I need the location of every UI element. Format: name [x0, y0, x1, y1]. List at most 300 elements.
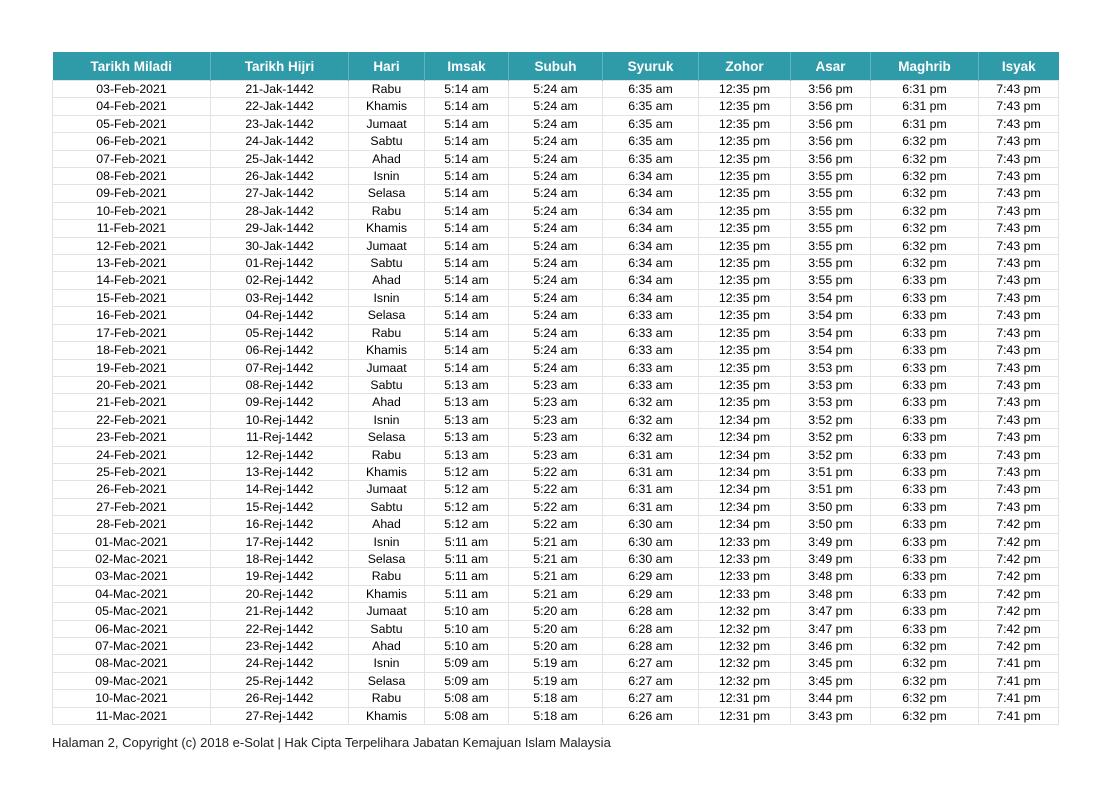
- table-row: [53, 498, 1059, 515]
- cell-syuruk: 6:35 am: [603, 150, 699, 167]
- cell-maghrib: 6:32 pm: [871, 168, 979, 185]
- cell-syuruk: 6:26 am: [603, 707, 699, 724]
- cell-tarikh-miladi: 01-Mac-2021: [53, 533, 211, 550]
- cell-syuruk: 6:27 am: [603, 672, 699, 689]
- cell-tarikh-hijri: 23-Jak-1442: [211, 115, 349, 132]
- cell-imsak: 5:14 am: [425, 98, 509, 115]
- cell-asar: 3:56 pm: [791, 98, 871, 115]
- cell-tarikh-hijri: 10-Rej-1442: [211, 411, 349, 428]
- cell-asar: 3:48 pm: [791, 568, 871, 585]
- cell-maghrib: 6:32 pm: [871, 202, 979, 219]
- cell-hari: Selasa: [349, 550, 425, 567]
- cell-tarikh-hijri: 26-Rej-1442: [211, 690, 349, 707]
- cell-imsak: 5:11 am: [425, 533, 509, 550]
- cell-isyak: 7:42 pm: [979, 568, 1059, 585]
- cell-imsak: 5:14 am: [425, 168, 509, 185]
- cell-maghrib: 6:33 pm: [871, 533, 979, 550]
- cell-tarikh-hijri: 17-Rej-1442: [211, 533, 349, 550]
- cell-syuruk: 6:35 am: [603, 98, 699, 115]
- cell-tarikh-hijri: 25-Jak-1442: [211, 150, 349, 167]
- cell-isyak: 7:43 pm: [979, 168, 1059, 185]
- cell-zohor: 12:32 pm: [699, 603, 791, 620]
- cell-tarikh-hijri: 01-Rej-1442: [211, 255, 349, 272]
- cell-isyak: 7:41 pm: [979, 655, 1059, 672]
- table-row: [53, 342, 1059, 359]
- cell-subuh: 5:24 am: [509, 307, 603, 324]
- cell-asar: 3:54 pm: [791, 307, 871, 324]
- cell-maghrib: 6:31 pm: [871, 81, 979, 98]
- cell-isyak: 7:43 pm: [979, 463, 1059, 480]
- cell-hari: Khamis: [349, 342, 425, 359]
- cell-imsak: 5:09 am: [425, 655, 509, 672]
- cell-hari: Ahad: [349, 394, 425, 411]
- cell-syuruk: 6:31 am: [603, 481, 699, 498]
- cell-subuh: 5:23 am: [509, 446, 603, 463]
- cell-imsak: 5:13 am: [425, 376, 509, 393]
- table-row: [53, 168, 1059, 185]
- cell-tarikh-hijri: 08-Rej-1442: [211, 376, 349, 393]
- cell-tarikh-miladi: 25-Feb-2021: [53, 463, 211, 480]
- cell-syuruk: 6:33 am: [603, 376, 699, 393]
- table-row: [53, 255, 1059, 272]
- cell-hari: Ahad: [349, 272, 425, 289]
- cell-zohor: 12:35 pm: [699, 289, 791, 306]
- cell-zohor: 12:34 pm: [699, 463, 791, 480]
- cell-syuruk: 6:31 am: [603, 498, 699, 515]
- cell-tarikh-hijri: 21-Jak-1442: [211, 81, 349, 98]
- cell-isyak: 7:43 pm: [979, 237, 1059, 254]
- cell-syuruk: 6:31 am: [603, 446, 699, 463]
- cell-subuh: 5:21 am: [509, 533, 603, 550]
- cell-imsak: 5:10 am: [425, 603, 509, 620]
- cell-isyak: 7:42 pm: [979, 516, 1059, 533]
- cell-subuh: 5:19 am: [509, 672, 603, 689]
- cell-isyak: 7:43 pm: [979, 150, 1059, 167]
- cell-asar: 3:43 pm: [791, 707, 871, 724]
- prayer-times-table: [52, 52, 1059, 725]
- cell-hari: Sabtu: [349, 376, 425, 393]
- cell-hari: Sabtu: [349, 620, 425, 637]
- cell-asar: 3:55 pm: [791, 237, 871, 254]
- cell-zohor: 12:34 pm: [699, 446, 791, 463]
- cell-maghrib: 6:33 pm: [871, 324, 979, 341]
- cell-syuruk: 6:28 am: [603, 603, 699, 620]
- cell-isyak: 7:42 pm: [979, 620, 1059, 637]
- cell-subuh: 5:24 am: [509, 272, 603, 289]
- cell-imsak: 5:14 am: [425, 359, 509, 376]
- cell-isyak: 7:43 pm: [979, 429, 1059, 446]
- cell-hari: Ahad: [349, 638, 425, 655]
- cell-tarikh-miladi: 03-Feb-2021: [53, 81, 211, 98]
- cell-imsak: 5:14 am: [425, 307, 509, 324]
- table-row: [53, 550, 1059, 567]
- cell-tarikh-miladi: 06-Feb-2021: [53, 133, 211, 150]
- cell-isyak: 7:43 pm: [979, 359, 1059, 376]
- cell-hari: Rabu: [349, 324, 425, 341]
- cell-isyak: 7:43 pm: [979, 272, 1059, 289]
- cell-imsak: 5:08 am: [425, 707, 509, 724]
- cell-syuruk: 6:35 am: [603, 133, 699, 150]
- table-row: [53, 289, 1059, 306]
- cell-tarikh-miladi: 09-Feb-2021: [53, 185, 211, 202]
- cell-zohor: 12:35 pm: [699, 81, 791, 98]
- cell-tarikh-hijri: 13-Rej-1442: [211, 463, 349, 480]
- cell-subuh: 5:22 am: [509, 463, 603, 480]
- cell-syuruk: 6:34 am: [603, 220, 699, 237]
- cell-asar: 3:53 pm: [791, 394, 871, 411]
- cell-asar: 3:54 pm: [791, 342, 871, 359]
- column-header-maghrib: Maghrib: [871, 52, 979, 81]
- cell-zohor: 12:35 pm: [699, 150, 791, 167]
- cell-imsak: 5:14 am: [425, 220, 509, 237]
- cell-isyak: 7:43 pm: [979, 202, 1059, 219]
- table-row: [53, 603, 1059, 620]
- cell-asar: 3:55 pm: [791, 185, 871, 202]
- cell-hari: Selasa: [349, 429, 425, 446]
- cell-asar: 3:45 pm: [791, 672, 871, 689]
- cell-hari: Isnin: [349, 168, 425, 185]
- cell-imsak: 5:09 am: [425, 672, 509, 689]
- cell-tarikh-miladi: 08-Feb-2021: [53, 168, 211, 185]
- cell-zohor: 12:34 pm: [699, 429, 791, 446]
- cell-asar: 3:52 pm: [791, 411, 871, 428]
- cell-syuruk: 6:33 am: [603, 359, 699, 376]
- cell-tarikh-hijri: 19-Rej-1442: [211, 568, 349, 585]
- column-header-isyak: Isyak: [979, 52, 1059, 81]
- cell-tarikh-hijri: 14-Rej-1442: [211, 481, 349, 498]
- cell-zohor: 12:32 pm: [699, 672, 791, 689]
- cell-subuh: 5:24 am: [509, 185, 603, 202]
- cell-maghrib: 6:33 pm: [871, 289, 979, 306]
- cell-hari: Jumaat: [349, 481, 425, 498]
- cell-asar: 3:53 pm: [791, 359, 871, 376]
- cell-hari: Jumaat: [349, 237, 425, 254]
- cell-tarikh-hijri: 18-Rej-1442: [211, 550, 349, 567]
- cell-zohor: 12:35 pm: [699, 115, 791, 132]
- cell-zohor: 12:35 pm: [699, 342, 791, 359]
- cell-isyak: 7:43 pm: [979, 324, 1059, 341]
- table-row: [53, 81, 1059, 98]
- cell-tarikh-miladi: 15-Feb-2021: [53, 289, 211, 306]
- table-row: [53, 220, 1059, 237]
- cell-subuh: 5:24 am: [509, 359, 603, 376]
- cell-maghrib: 6:33 pm: [871, 446, 979, 463]
- cell-tarikh-miladi: 03-Mac-2021: [53, 568, 211, 585]
- cell-imsak: 5:12 am: [425, 516, 509, 533]
- cell-asar: 3:50 pm: [791, 498, 871, 515]
- cell-maghrib: 6:33 pm: [871, 394, 979, 411]
- table-row: [53, 463, 1059, 480]
- cell-hari: Rabu: [349, 568, 425, 585]
- cell-subuh: 5:23 am: [509, 411, 603, 428]
- cell-maghrib: 6:33 pm: [871, 603, 979, 620]
- cell-imsak: 5:10 am: [425, 620, 509, 637]
- cell-imsak: 5:11 am: [425, 568, 509, 585]
- cell-maghrib: 6:33 pm: [871, 585, 979, 602]
- cell-subuh: 5:24 am: [509, 342, 603, 359]
- cell-tarikh-miladi: 27-Feb-2021: [53, 498, 211, 515]
- table-row: [53, 707, 1059, 724]
- cell-subuh: 5:19 am: [509, 655, 603, 672]
- cell-tarikh-miladi: 10-Mac-2021: [53, 690, 211, 707]
- cell-tarikh-miladi: 11-Mac-2021: [53, 707, 211, 724]
- table-header: [53, 52, 1059, 81]
- cell-subuh: 5:24 am: [509, 324, 603, 341]
- cell-subuh: 5:22 am: [509, 481, 603, 498]
- cell-zohor: 12:33 pm: [699, 585, 791, 602]
- cell-isyak: 7:43 pm: [979, 307, 1059, 324]
- cell-maghrib: 6:33 pm: [871, 376, 979, 393]
- cell-subuh: 5:24 am: [509, 81, 603, 98]
- cell-subuh: 5:23 am: [509, 394, 603, 411]
- cell-zohor: 12:32 pm: [699, 655, 791, 672]
- cell-isyak: 7:41 pm: [979, 672, 1059, 689]
- table-row: [53, 411, 1059, 428]
- cell-syuruk: 6:28 am: [603, 620, 699, 637]
- cell-imsak: 5:14 am: [425, 289, 509, 306]
- cell-subuh: 5:24 am: [509, 237, 603, 254]
- table-row: [53, 272, 1059, 289]
- cell-tarikh-miladi: 11-Feb-2021: [53, 220, 211, 237]
- cell-maghrib: 6:31 pm: [871, 98, 979, 115]
- cell-imsak: 5:14 am: [425, 81, 509, 98]
- cell-zohor: 12:34 pm: [699, 481, 791, 498]
- cell-tarikh-miladi: 14-Feb-2021: [53, 272, 211, 289]
- cell-tarikh-miladi: 04-Feb-2021: [53, 98, 211, 115]
- cell-imsak: 5:14 am: [425, 115, 509, 132]
- cell-tarikh-hijri: 26-Jak-1442: [211, 168, 349, 185]
- cell-isyak: 7:43 pm: [979, 394, 1059, 411]
- cell-tarikh-hijri: 30-Jak-1442: [211, 237, 349, 254]
- cell-subuh: 5:24 am: [509, 115, 603, 132]
- cell-tarikh-miladi: 22-Feb-2021: [53, 411, 211, 428]
- column-header-zohor: Zohor: [699, 52, 791, 81]
- cell-zohor: 12:35 pm: [699, 237, 791, 254]
- cell-zohor: 12:35 pm: [699, 272, 791, 289]
- cell-zohor: 12:35 pm: [699, 202, 791, 219]
- cell-isyak: 7:43 pm: [979, 498, 1059, 515]
- cell-maghrib: 6:32 pm: [871, 638, 979, 655]
- cell-isyak: 7:43 pm: [979, 342, 1059, 359]
- cell-isyak: 7:42 pm: [979, 638, 1059, 655]
- column-header-asar: Asar: [791, 52, 871, 81]
- cell-asar: 3:50 pm: [791, 516, 871, 533]
- cell-tarikh-hijri: 28-Jak-1442: [211, 202, 349, 219]
- cell-hari: Sabtu: [349, 498, 425, 515]
- cell-tarikh-hijri: 15-Rej-1442: [211, 498, 349, 515]
- cell-asar: 3:44 pm: [791, 690, 871, 707]
- cell-zohor: 12:35 pm: [699, 185, 791, 202]
- cell-isyak: 7:42 pm: [979, 550, 1059, 567]
- cell-zohor: 12:35 pm: [699, 324, 791, 341]
- table-row: [53, 585, 1059, 602]
- cell-zohor: 12:31 pm: [699, 690, 791, 707]
- cell-syuruk: 6:33 am: [603, 307, 699, 324]
- cell-syuruk: 6:32 am: [603, 429, 699, 446]
- cell-asar: 3:45 pm: [791, 655, 871, 672]
- cell-zohor: 12:35 pm: [699, 168, 791, 185]
- cell-tarikh-miladi: 21-Feb-2021: [53, 394, 211, 411]
- cell-zohor: 12:34 pm: [699, 498, 791, 515]
- cell-asar: 3:54 pm: [791, 289, 871, 306]
- cell-zohor: 12:32 pm: [699, 620, 791, 637]
- cell-maghrib: 6:33 pm: [871, 481, 979, 498]
- cell-tarikh-miladi: 28-Feb-2021: [53, 516, 211, 533]
- cell-tarikh-hijri: 29-Jak-1442: [211, 220, 349, 237]
- cell-tarikh-miladi: 07-Feb-2021: [53, 150, 211, 167]
- cell-maghrib: 6:33 pm: [871, 550, 979, 567]
- cell-imsak: 5:11 am: [425, 550, 509, 567]
- cell-zohor: 12:35 pm: [699, 394, 791, 411]
- cell-syuruk: 6:35 am: [603, 115, 699, 132]
- cell-hari: Khamis: [349, 220, 425, 237]
- table-row: [53, 307, 1059, 324]
- cell-hari: Khamis: [349, 98, 425, 115]
- cell-tarikh-miladi: 17-Feb-2021: [53, 324, 211, 341]
- cell-maghrib: 6:33 pm: [871, 498, 979, 515]
- cell-zohor: 12:33 pm: [699, 568, 791, 585]
- cell-subuh: 5:18 am: [509, 690, 603, 707]
- cell-tarikh-hijri: 23-Rej-1442: [211, 638, 349, 655]
- cell-tarikh-miladi: 26-Feb-2021: [53, 481, 211, 498]
- cell-imsak: 5:13 am: [425, 394, 509, 411]
- cell-subuh: 5:24 am: [509, 289, 603, 306]
- table-row: [53, 620, 1059, 637]
- cell-maghrib: 6:33 pm: [871, 620, 979, 637]
- cell-tarikh-miladi: 05-Feb-2021: [53, 115, 211, 132]
- cell-subuh: 5:24 am: [509, 150, 603, 167]
- cell-tarikh-miladi: 16-Feb-2021: [53, 307, 211, 324]
- cell-isyak: 7:43 pm: [979, 411, 1059, 428]
- cell-hari: Khamis: [349, 707, 425, 724]
- cell-tarikh-miladi: 06-Mac-2021: [53, 620, 211, 637]
- cell-syuruk: 6:29 am: [603, 568, 699, 585]
- cell-asar: 3:55 pm: [791, 272, 871, 289]
- cell-hari: Jumaat: [349, 115, 425, 132]
- cell-tarikh-hijri: 22-Jak-1442: [211, 98, 349, 115]
- cell-zohor: 12:34 pm: [699, 516, 791, 533]
- cell-tarikh-miladi: 23-Feb-2021: [53, 429, 211, 446]
- cell-asar: 3:54 pm: [791, 324, 871, 341]
- cell-isyak: 7:43 pm: [979, 98, 1059, 115]
- cell-syuruk: 6:34 am: [603, 255, 699, 272]
- cell-hari: Isnin: [349, 655, 425, 672]
- header-row: [53, 52, 1059, 81]
- table-row: [53, 324, 1059, 341]
- table-row: [53, 533, 1059, 550]
- cell-tarikh-miladi: 24-Feb-2021: [53, 446, 211, 463]
- column-header-hari: Hari: [349, 52, 425, 81]
- cell-subuh: 5:21 am: [509, 568, 603, 585]
- cell-syuruk: 6:34 am: [603, 272, 699, 289]
- cell-maghrib: 6:32 pm: [871, 237, 979, 254]
- cell-maghrib: 6:32 pm: [871, 185, 979, 202]
- cell-tarikh-hijri: 07-Rej-1442: [211, 359, 349, 376]
- cell-hari: Sabtu: [349, 255, 425, 272]
- cell-subuh: 5:23 am: [509, 429, 603, 446]
- cell-imsak: 5:11 am: [425, 585, 509, 602]
- cell-isyak: 7:43 pm: [979, 481, 1059, 498]
- table-row: [53, 429, 1059, 446]
- table-row: [53, 516, 1059, 533]
- cell-asar: 3:49 pm: [791, 550, 871, 567]
- table-row: [53, 359, 1059, 376]
- cell-isyak: 7:42 pm: [979, 603, 1059, 620]
- cell-syuruk: 6:34 am: [603, 168, 699, 185]
- cell-syuruk: 6:34 am: [603, 289, 699, 306]
- cell-maghrib: 6:33 pm: [871, 307, 979, 324]
- cell-imsak: 5:10 am: [425, 638, 509, 655]
- table-row: [53, 133, 1059, 150]
- cell-subuh: 5:20 am: [509, 638, 603, 655]
- cell-tarikh-miladi: 09-Mac-2021: [53, 672, 211, 689]
- cell-subuh: 5:24 am: [509, 98, 603, 115]
- cell-subuh: 5:24 am: [509, 220, 603, 237]
- cell-syuruk: 6:27 am: [603, 655, 699, 672]
- cell-imsak: 5:13 am: [425, 446, 509, 463]
- cell-syuruk: 6:30 am: [603, 550, 699, 567]
- cell-maghrib: 6:32 pm: [871, 672, 979, 689]
- cell-tarikh-hijri: 04-Rej-1442: [211, 307, 349, 324]
- cell-subuh: 5:23 am: [509, 376, 603, 393]
- cell-tarikh-miladi: 18-Feb-2021: [53, 342, 211, 359]
- cell-tarikh-miladi: 05-Mac-2021: [53, 603, 211, 620]
- cell-isyak: 7:42 pm: [979, 533, 1059, 550]
- cell-hari: Sabtu: [349, 133, 425, 150]
- cell-subuh: 5:22 am: [509, 498, 603, 515]
- cell-tarikh-miladi: 08-Mac-2021: [53, 655, 211, 672]
- cell-maghrib: 6:33 pm: [871, 516, 979, 533]
- cell-zohor: 12:35 pm: [699, 376, 791, 393]
- cell-isyak: 7:43 pm: [979, 289, 1059, 306]
- cell-hari: Rabu: [349, 690, 425, 707]
- cell-maghrib: 6:32 pm: [871, 690, 979, 707]
- cell-zohor: 12:31 pm: [699, 707, 791, 724]
- cell-hari: Rabu: [349, 81, 425, 98]
- cell-zohor: 12:33 pm: [699, 550, 791, 567]
- cell-maghrib: 6:32 pm: [871, 133, 979, 150]
- cell-hari: Selasa: [349, 672, 425, 689]
- cell-tarikh-hijri: 09-Rej-1442: [211, 394, 349, 411]
- column-header-imsak: Imsak: [425, 52, 509, 81]
- cell-tarikh-miladi: 04-Mac-2021: [53, 585, 211, 602]
- cell-zohor: 12:35 pm: [699, 220, 791, 237]
- cell-imsak: 5:12 am: [425, 498, 509, 515]
- cell-syuruk: 6:32 am: [603, 394, 699, 411]
- cell-asar: 3:49 pm: [791, 533, 871, 550]
- cell-zohor: 12:35 pm: [699, 133, 791, 150]
- cell-syuruk: 6:31 am: [603, 463, 699, 480]
- cell-tarikh-hijri: 16-Rej-1442: [211, 516, 349, 533]
- cell-imsak: 5:14 am: [425, 272, 509, 289]
- cell-asar: 3:55 pm: [791, 168, 871, 185]
- page-footer: Halaman 2, Copyright (c) 2018 e-Solat | Hak Cipta Terpelihara Jabatan Kemajuan Islam Malaysia: [52, 735, 611, 750]
- cell-tarikh-miladi: 07-Mac-2021: [53, 638, 211, 655]
- cell-syuruk: 6:30 am: [603, 516, 699, 533]
- column-header-tarikh-miladi: Tarikh Miladi: [53, 52, 211, 81]
- cell-isyak: 7:43 pm: [979, 220, 1059, 237]
- cell-syuruk: 6:35 am: [603, 81, 699, 98]
- cell-tarikh-hijri: 22-Rej-1442: [211, 620, 349, 637]
- cell-imsak: 5:14 am: [425, 202, 509, 219]
- cell-syuruk: 6:27 am: [603, 690, 699, 707]
- cell-hari: Jumaat: [349, 359, 425, 376]
- cell-isyak: 7:43 pm: [979, 446, 1059, 463]
- cell-imsak: 5:14 am: [425, 185, 509, 202]
- cell-zohor: 12:35 pm: [699, 307, 791, 324]
- cell-imsak: 5:13 am: [425, 411, 509, 428]
- cell-maghrib: 6:33 pm: [871, 272, 979, 289]
